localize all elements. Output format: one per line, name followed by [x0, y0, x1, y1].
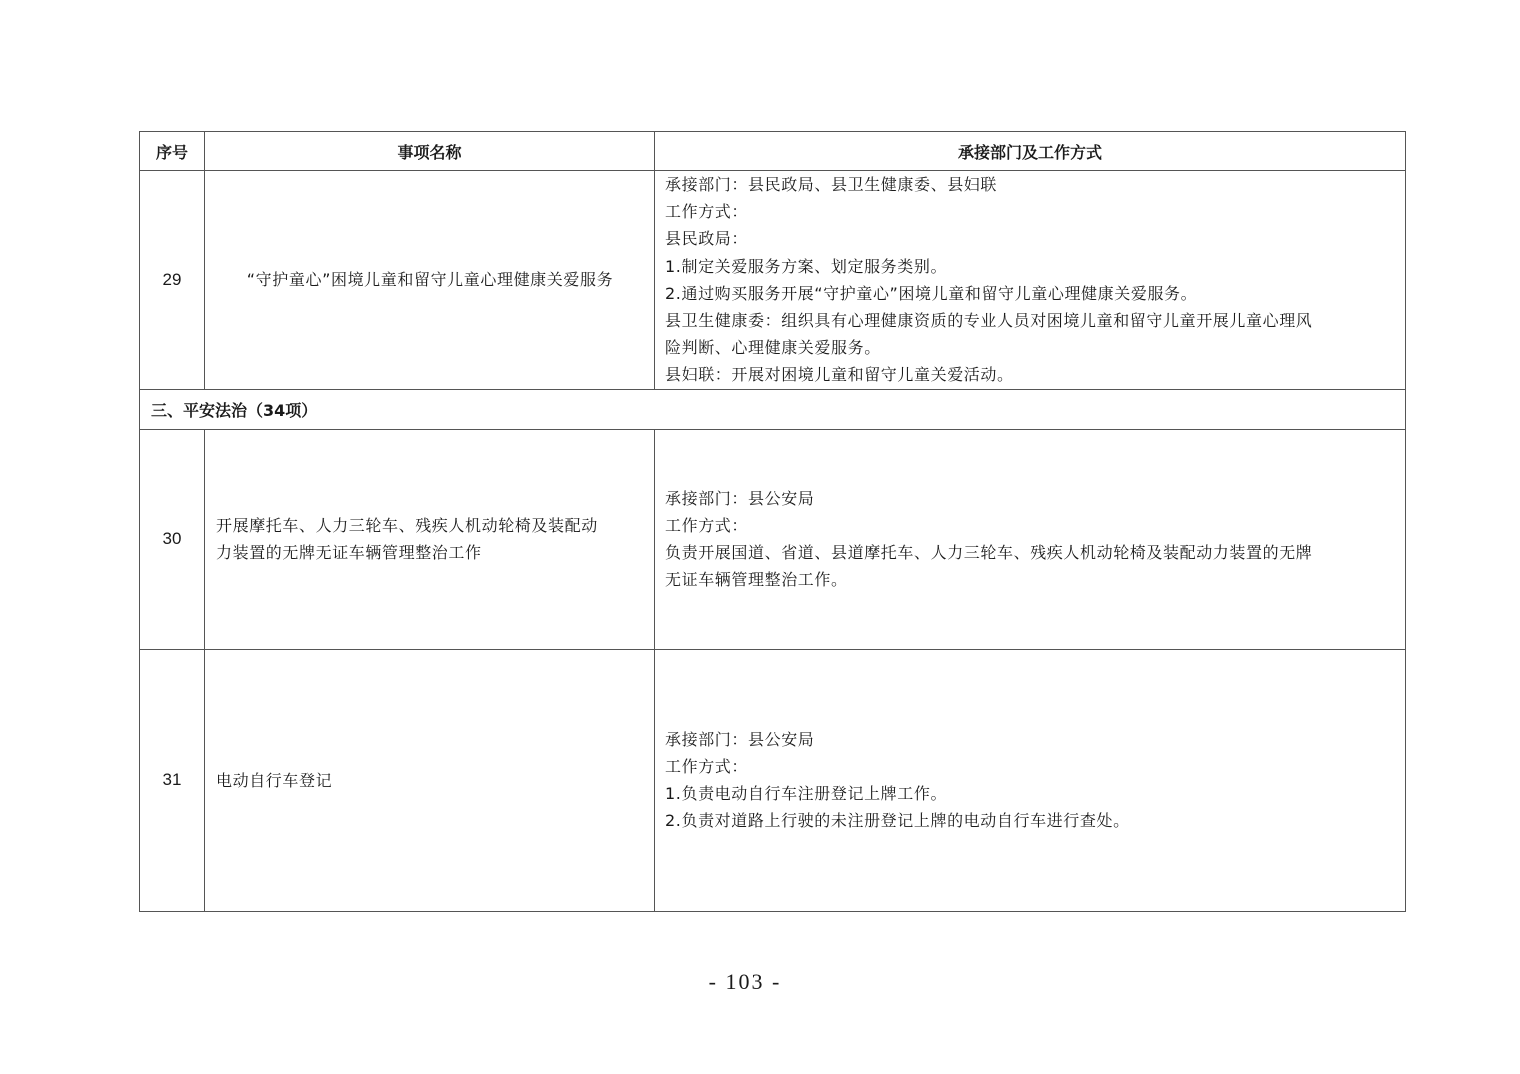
department-and-method: [655, 171, 1406, 390]
document-table: [139, 131, 1406, 912]
method-line: 1.负责电动自行车注册登记上牌工作。: [665, 784, 948, 804]
section-heading: 三、平安法治（34项）: [140, 389, 1406, 429]
table-row: [140, 171, 1406, 390]
method-line: 县卫生健康委：组织具有心理健康资质的专业人员对困境儿童和留守儿童开展儿童心理风: [665, 311, 1313, 331]
method-line: 负责开展国道、省道、县道摩托车、人力三轮车、残疾人机动轮椅及装配动力装置的无牌: [665, 543, 1313, 563]
table-header-row: [140, 132, 1406, 171]
header-name: 事项名称: [205, 132, 655, 171]
method-line: 工作方式：: [665, 515, 749, 535]
item-name: [205, 429, 655, 649]
item-name: “守护童心”困境儿童和留守儿童心理健康关爱服务: [205, 171, 655, 390]
method-line: 2.通过购买服务开展“守护童心”困境儿童和留守儿童心理健康关爱服务。: [665, 283, 1198, 303]
method-line: 承接部门：县民政局、县卫生健康委、县妇联: [665, 175, 998, 194]
method-line: 工作方式：: [665, 756, 749, 776]
department-and-method: [655, 429, 1406, 649]
header-no: 序号: [140, 132, 205, 171]
row-number: 29: [140, 171, 205, 390]
method-line: 承接部门：县公安局: [665, 488, 815, 508]
method-line: 险判断、心理健康关爱服务。: [665, 338, 881, 358]
page-number: - 103 -: [708, 969, 782, 994]
method-line: 1.制定关爱服务方案、划定服务类别。: [665, 256, 948, 276]
method-line: 工作方式：: [665, 202, 749, 222]
section-row: [140, 389, 1406, 429]
item-name: 电动自行车登记: [205, 649, 655, 911]
header-way: 承接部门及工作方式: [655, 132, 1406, 171]
row-number: 31: [140, 649, 205, 911]
method-line: 2.负责对道路上行驶的未注册登记上牌的电动自行车进行查处。: [665, 811, 1130, 831]
method-line: 承接部门：县公安局: [665, 729, 815, 749]
method-line: 县民政局：: [665, 229, 749, 249]
table-row: [140, 649, 1406, 911]
method-line: 县妇联：开展对困境儿童和留守儿童关爱活动。: [665, 365, 1014, 385]
table-row: [140, 429, 1406, 649]
department-and-method: [655, 649, 1406, 911]
method-line: 无证车辆管理整治工作。: [665, 570, 848, 590]
item-name-line: 开展摩托车、人力三轮车、残疾人机动轮椅及装配动: [216, 516, 598, 536]
item-name-line: 力装置的无牌无证车辆管理整治工作: [216, 543, 482, 563]
row-number: 30: [140, 429, 205, 649]
